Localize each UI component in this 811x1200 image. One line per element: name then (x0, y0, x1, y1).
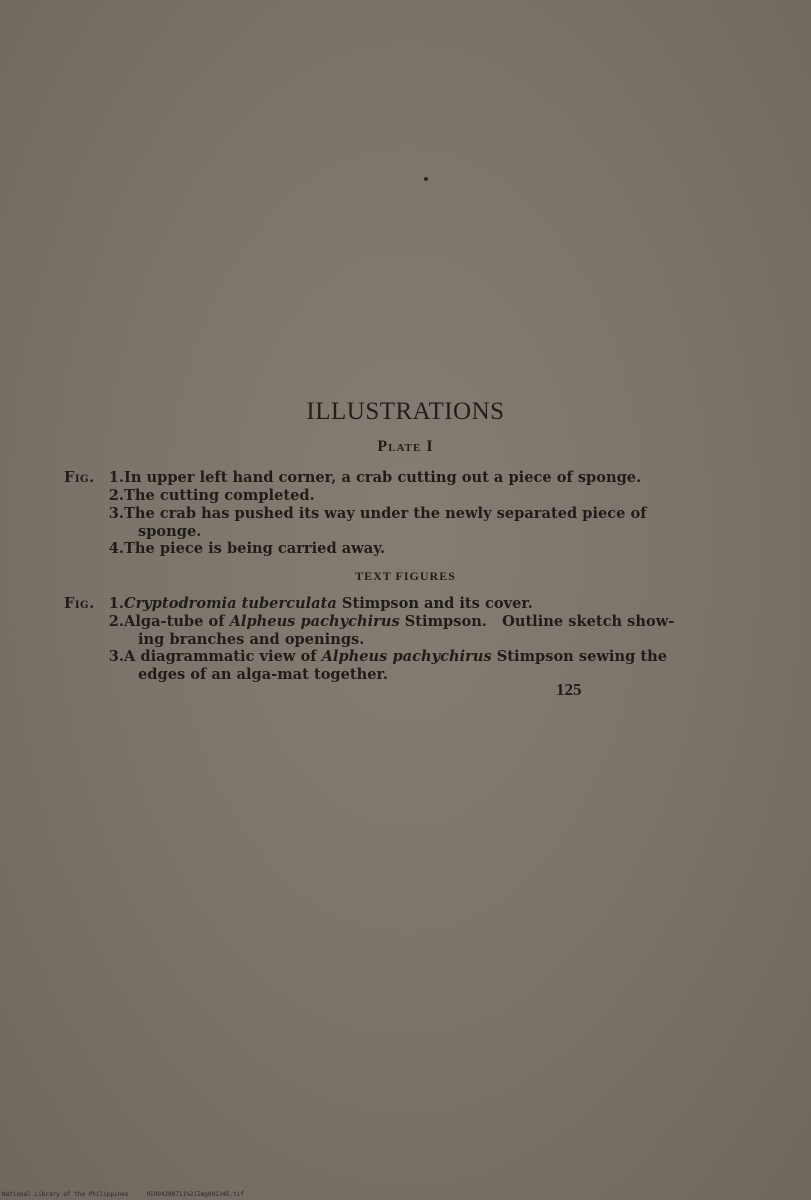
page-title: ILLUSTRATIONS (306, 398, 505, 425)
fig-number: 1. (108, 469, 124, 486)
species-name: Alpheus pachychirus (321, 648, 492, 665)
fig-caption-continued: ing branches and openings. (138, 631, 365, 648)
fig-caption: The piece is being carried away. (124, 540, 386, 557)
fig-caption (124, 613, 674, 630)
fig-number: 1. (108, 595, 124, 612)
caption-text: Stimpson and its cover. (336, 595, 533, 612)
fig-caption-continued: edges of an alga-mat together. (138, 666, 388, 683)
fig-number: 3. (108, 505, 124, 522)
fig-caption (124, 648, 667, 665)
ink-speck (424, 177, 428, 181)
species-name: Alpheus pachychirus (229, 613, 400, 630)
fig-number: 4. (108, 540, 124, 557)
fig-number: 2. (108, 487, 124, 504)
fig-caption-continued: sponge. (138, 523, 202, 540)
caption-text: Stimpson. Outline sketch show- (399, 613, 675, 630)
fig-label: Fig. (64, 469, 95, 486)
fig-caption (124, 595, 533, 612)
fig-caption: The crab has pushed its way under the newly separated piece of (124, 505, 647, 522)
caption-text: Alga-tube of (124, 613, 230, 630)
fig-number: 3. (108, 648, 124, 665)
fig-caption: The cutting completed. (124, 487, 315, 504)
fig-number: 2. (108, 613, 124, 630)
page-number: 125 (556, 680, 582, 699)
text-figures-heading: TEXT FIGURES (355, 569, 456, 583)
fig-caption: In upper left hand corner, a crab cutting out a piece of sponge. (124, 469, 642, 486)
scan-footer: National Library of the Philippines HI0042B0711%21Img00134E.tif (2, 1191, 245, 1198)
caption-text: Stimpson sewing the (491, 648, 668, 665)
fig-label: Fig. (64, 595, 95, 612)
plate-heading: Plate I (377, 438, 434, 455)
species-name: Cryptodromia tuberculata (124, 595, 337, 612)
caption-text: A diagrammatic view of (124, 648, 322, 665)
